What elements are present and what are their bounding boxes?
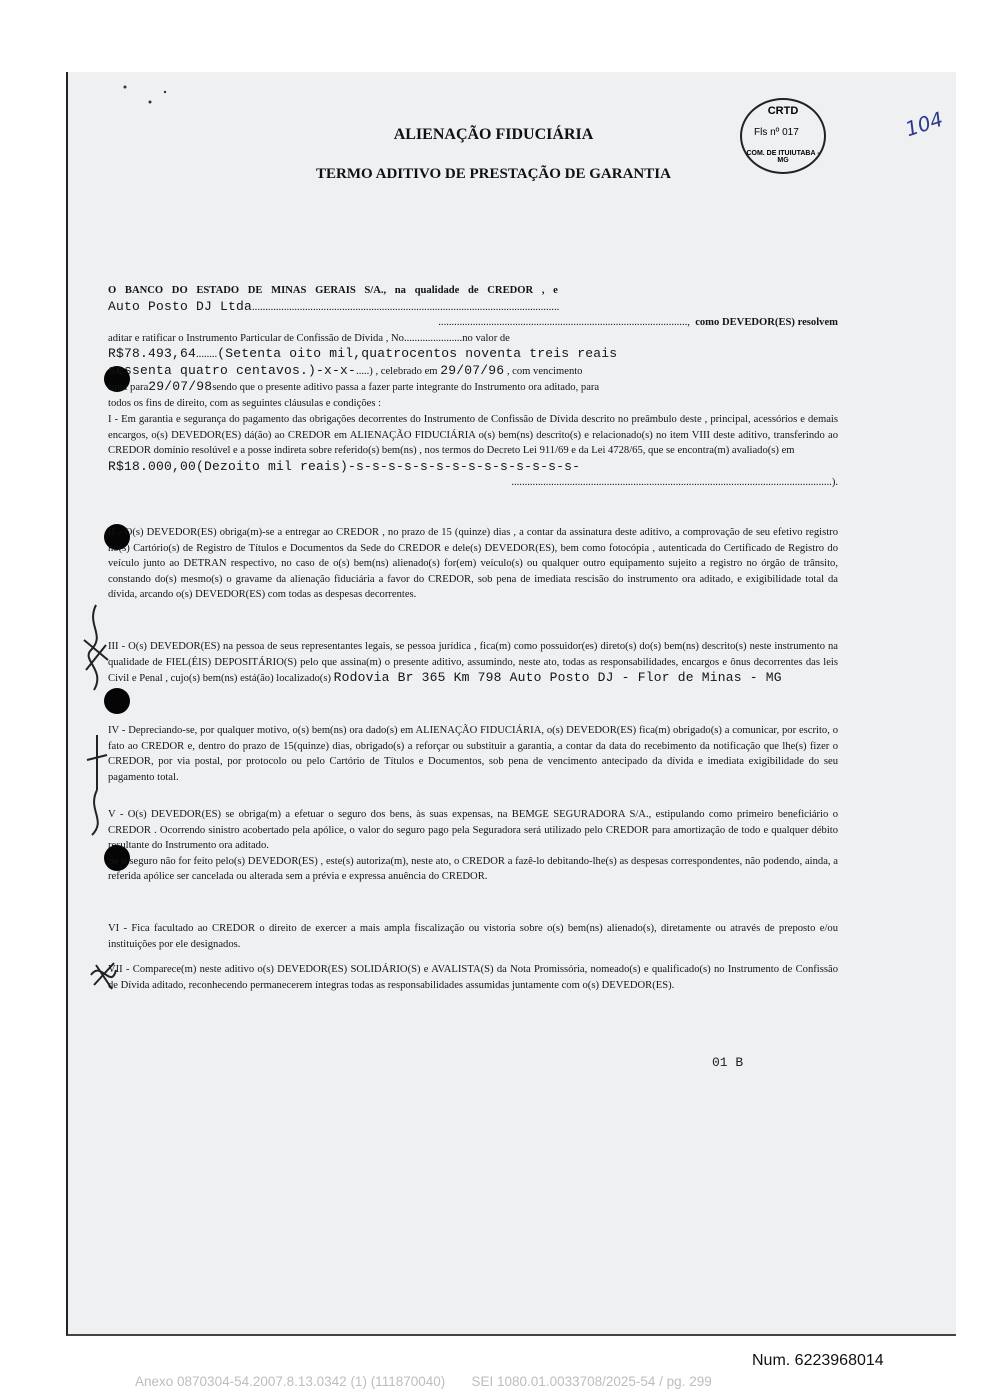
intro-line-3: como DEVEDOR(ES) resolvem [695,317,838,328]
page-code: 01 B [712,1055,744,1070]
stamp-page-text: Fls nº 017 [754,127,799,138]
document-number: Num. 6223968014 [752,1352,884,1369]
debtor-name: Auto Posto DJ Ltda [108,298,253,314]
intro-line-7: sendo que o presente aditivo passa a fazer parte integrante do Instrumento ora aditado, para [212,382,600,393]
clause-4: IV - Depreciando-se, por qualquer motivo, o(s) bem(ns) ora dado(s) em ALIENAÇÃO FIDUCIÁRIA, o(s) DEVEDOR(ES) fica(m) obrigado(s) a comunicar, por escrito, o fato ao CREDOR e, dentro do prazo de 15(quinze) dias, obrigado(s) a reforçar ou substituir a garantia, a contar da data do recebimento da notificação que lhe(s) fizer o CREDOR, por via postal, por protocolo ou pelo Cartório de Títulos e Documentos, sob pena de vencimento antecipado da dívida e imediata exigibilidade do seu pagamento total. [108,725,838,783]
corner-mark-icon [120,82,180,122]
stamp-top-text: CRTD [767,105,799,117]
intro-line-1: O BANCO DO ESTADO DE MINAS GERAIS S/A., na qualidade de CREDOR , e [108,285,558,296]
debt-amount: R$78.493,64 [108,346,197,361]
stamp-bottom-text: COM. DE ITUIUTABA - MG [746,150,820,164]
scanned-page [66,72,956,1336]
celebrated-date: 29/07/96 [440,362,505,378]
clause-1-value: R$18.000,00(Dezoito mil reais)-s-s-s-s-s-s-s-s-s-s-s-s-s-s- [108,458,581,474]
debt-amount-words-2: sessenta quatro centavos.)-x-x- [108,362,357,378]
final-label: final para [108,382,149,393]
clause-1: I - Em garantia e segurança do pagamento das obrigações decorrentes do Instrumento de Confissão de Dívida descrito no preâmbulo deste , principal, acessórios e demais encargos, o(s) DEVEDOR(ES) dá(ão) ao CREDOR em ALIENAÇÃO FIDUCIÁRIA o(s) bem(ns) descrito(s) e relacionado(s) no item VIII deste aditivo, transferindo ao CREDOR domínio resolúvel e a posse indireta sobre referido(s) bem(ns) , nos termos do Decreto Lei 911/69 e da Lei 4728/65, que se encontra(m) avaliado(s) em R$18.000,00(Dezoito mil reais)-s-s-s-s-s-s-s-s-s-s-s-s-s-s- .........................................................................................................................). [108,414,838,488]
clause-1-text: I - Em garantia e segurança do pagamento das obrigações decorrentes do Instrumento de Confissão de Dívida descrito no preâmbulo deste , principal, acessórios e demais encargos, o(s) DEVEDOR(ES) dá(ão) ao CREDOR em ALIENAÇÃO FIDUCIÁRIA o(s) bem(ns) descrito(s) e relacionado(s) no item VIII deste aditivo, transferindo ao CREDOR domínio resolúvel e a posse indireta sobre referido(s) bem(ns) , nos termos do Decreto Lei 911/69 e da Lei 4728/65, que se encontra(m) avaliado(s) em [108,414,838,456]
document-title: ALIENAÇÃO FIDUCIÁRIA [393,126,594,143]
clause-5-part-1: V - O(s) DEVEDOR(ES) se obriga(m) a efetuar o seguro dos bens, às suas expensas, na BEMGE SEGURADORA S/A., estipulando como primeiro beneficiário o CREDOR . Ocorrendo sinistro acobertado pela apólice, o valor do seguro pago pela Seguradora será utilizado pelo CREDOR para amortização de todo e qualquer débito resultante do Instrumento ora aditado. [108,809,838,851]
debt-amount-words-1: (Setenta oito mil,quatrocentos noventa treis reais [217,346,618,361]
clause-6: VI - Fica facultado ao CREDOR o direito de exercer a mais ampla fiscalização ou vistoria sobre o(s) bem(ns) alienado(s), diretamente ou através de preposto e/ou instituições por ele designados. [108,923,838,950]
clause-5-part-2: Se o seguro não for feito pelo(s) DEVEDOR(ES) , este(s) autoriza(m), neste ato, o CREDOR a fazê-lo debitando-lhe(s) as despesas correspondentes, não podendo, ainda, a referida apólice ser cancelada ou alterada sem a prévia e expressa anuência do CREDOR. [108,855,838,882]
intro-line-8: todos os fins de direito, com as seguintes cláusulas e condições : [108,397,382,409]
clause-7: VII - Comparece(m) neste aditivo o(s) DEVEDOR(ES) SOLIDÁRIO(S) e AVALISTA(S) da Nota Promissória, nomeado(s) e qualificado(s) no Instrumento de Confissão de Dívida aditado, reconhecendo permanecerem íntegras todas as responsabilidades assumidas juntamente com o(s) DEVEDOR(ES). [108,964,838,991]
clause-3-location: Rodovia Br 365 Km 798 Auto Posto DJ - Flor de Minas - MG [333,670,782,685]
document-subtitle: TERMO ADITIVO DE PRESTAÇÃO DE GARANTIA [316,166,671,182]
clause-3-text: III - O(s) DEVEDOR(ES) na pessoa de seus representantes legais, se pessoa jurídica , fica(m) como possuidor(es) direto(s) do(s) bem(ns) descrito(s) neste instrumento na qualidade de FIEL(ÉIS) DEPOSITÁRIO(S) pelo que assina(m) o presente aditivo, assumindo, neste ato, todas as responsabilidades, encargos e ônus decorrentes das leis Civil e Penal , cujo(s) bem(ns) está(ão) localizado(s) [108,641,838,684]
clause-5 [108,807,838,885]
margin-note: 104 [902,106,946,142]
annex-footer: Anexo 0870304-54.2007.8.13.0342 (1) (111870040) SEI 1080.01.0033708/2025-54 / pg. 299 [135,1374,712,1389]
maturity-label: , com vencimento [506,365,583,377]
final-date: 29/07/98 [148,379,213,394]
clause-3 [108,639,838,687]
intro-line-4: aditar e ratificar o Instrumento Particular de Confissão de Dívida , No......................no valor de [108,332,510,344]
celebrated-label: , celebrado em [375,365,438,377]
clause-2: II - O(s) DEVEDOR(ES) obriga(m)-se a entregar ao CREDOR , no prazo de 15 (quinze) dias , a contar da assinatura deste aditivo, a comprovação de seu efetivo registro no(s) Cartório(s) de Registro de Títulos e Documentos da Sede do CREDOR e dele(s) DEVEDOR(ES), bem como fotocópia , autenticada do Certificado de Registro do veículo junto ao DETRAN respectivo, no caso de o(s) bem(ns) alienado(s) for(em) veículo(s) ou qualquer outro equipamento sujeito a registro no órgão de trânsito, constando do(s) mesmo(s) o gravame da alienação fiduciária a favor do CREDOR, sob pena de imediata rescisão do instrumento ora aditado, e exigibilidade total da dívida, arcando o(s) DEVEDOR(ES) com todas as despesas decorrentes. [108,527,838,600]
intro-paragraph: O BANCO DO ESTADO DE MINAS GERAIS S/A., na qualidade de CREDOR , e Auto Posto DJ Ltda.................................................................................................................... .............................................................................................., como DEVEDOR(ES) resolvem aditar e ratificar o Instrumento Particular de Confissão de Dívida , No......................no valor de R$78.493,64........(Setenta oito mil,quatrocentos noventa treis reais sessenta quatro centavos.)-x-x-.....) , celebrado em 29/07/96 , com vencimento final para29/07/98sendo que o presente aditivo passa a fazer parte integrante do Instrumento ora aditado, para todos os fins de direito, com as seguintes cláusulas e condições : [108,283,838,411]
